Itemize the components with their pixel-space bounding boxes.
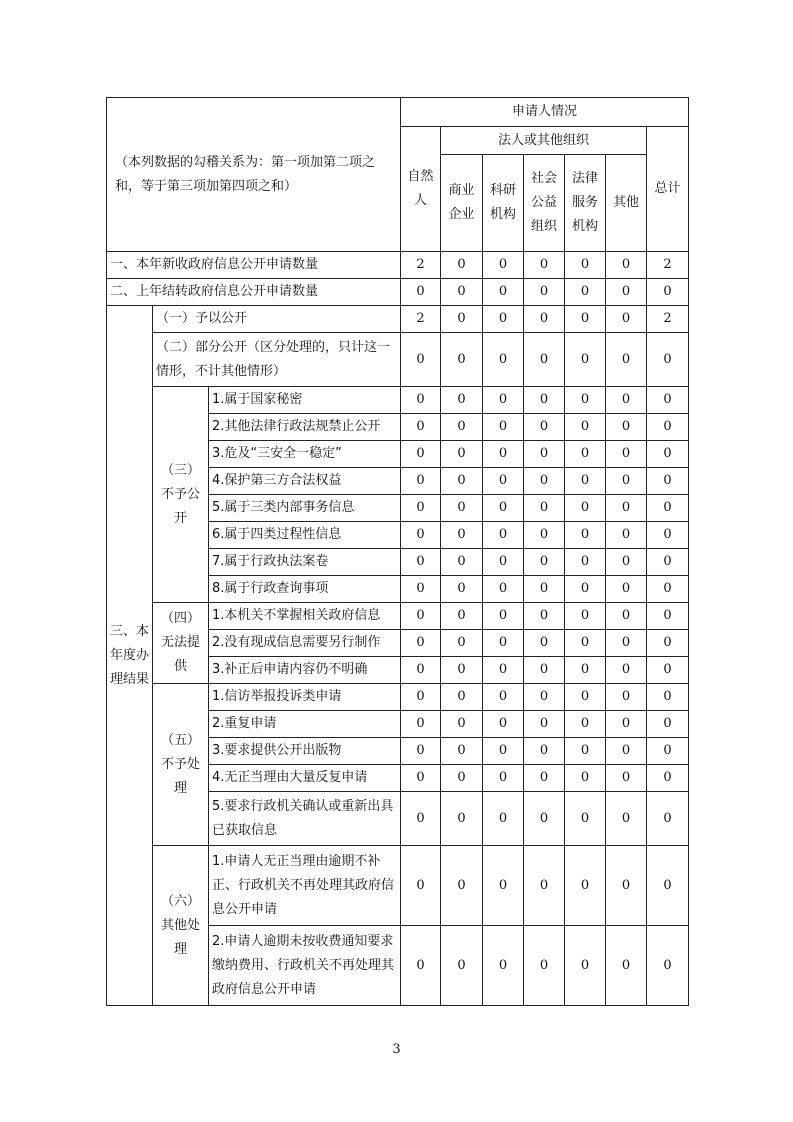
value-cell: 0: [401, 792, 441, 846]
value-cell: 0: [483, 657, 524, 684]
value-cell: 0: [565, 603, 606, 630]
value-cell: 0: [483, 414, 524, 441]
value-cell: 0: [441, 657, 483, 684]
value-cell: 0: [606, 387, 647, 414]
value-cell: 0: [483, 684, 524, 711]
value-cell: 0: [565, 576, 606, 603]
value-cell: 0: [524, 441, 565, 468]
value-cell: 0: [647, 522, 689, 549]
value-cell: 0: [565, 279, 606, 306]
item-label: 2.申请人逾期未按收费通知要求缴纳费用、行政机关不再处理其政府信息公开申请: [209, 926, 401, 1006]
value-cell: 0: [524, 846, 565, 926]
value-cell: 0: [483, 468, 524, 495]
value-cell: 0: [441, 387, 483, 414]
value-cell: 0: [483, 711, 524, 738]
value-cell: 0: [647, 738, 689, 765]
value-cell: 0: [606, 684, 647, 711]
value-cell: 0: [606, 711, 647, 738]
value-cell: 0: [524, 522, 565, 549]
value-cell: 2: [401, 306, 441, 333]
item-label: 4.保护第三方合法权益: [209, 468, 401, 495]
table-row: [107, 252, 689, 279]
value-cell: 0: [524, 468, 565, 495]
value-cell: 0: [565, 441, 606, 468]
value-cell: 0: [483, 630, 524, 657]
item-label: 6.属于四类过程性信息: [209, 522, 401, 549]
page-number: 3: [392, 1042, 401, 1057]
value-cell: 0: [565, 252, 606, 279]
table-row: [107, 333, 689, 387]
value-cell: 0: [647, 333, 689, 387]
value-cell: 0: [441, 926, 483, 1006]
table-row: [107, 306, 689, 333]
value-cell: 0: [565, 387, 606, 414]
value-cell: 0: [401, 630, 441, 657]
value-cell: 0: [401, 738, 441, 765]
item-label: 7.属于行政执法案卷: [209, 549, 401, 576]
value-cell: 0: [441, 765, 483, 792]
value-cell: 0: [401, 657, 441, 684]
value-cell: 0: [524, 603, 565, 630]
value-cell: 0: [483, 549, 524, 576]
value-cell: 0: [441, 711, 483, 738]
header-other: 其他: [606, 155, 647, 252]
value-cell: 0: [524, 765, 565, 792]
value-cell: 0: [565, 630, 606, 657]
value-cell: 0: [606, 549, 647, 576]
value-cell: 0: [524, 306, 565, 333]
value-cell: 0: [647, 846, 689, 926]
header-legal-service: 法律服务机构: [565, 155, 606, 252]
value-cell: 0: [647, 414, 689, 441]
value-cell: 0: [483, 522, 524, 549]
value-cell: 0: [647, 549, 689, 576]
value-cell: 0: [483, 333, 524, 387]
value-cell: 0: [565, 306, 606, 333]
value-cell: 0: [565, 495, 606, 522]
item-label: 8.属于行政查询事项: [209, 576, 401, 603]
value-cell: 0: [441, 333, 483, 387]
value-cell: 0: [647, 792, 689, 846]
value-cell: 0: [565, 522, 606, 549]
item-label: 1.申请人无正当理由逾期不补正、行政机关不再处理其政府信息公开申请: [209, 846, 401, 926]
row-label: 二、上年结转政府信息公开申请数量: [107, 279, 401, 306]
value-cell: 0: [441, 252, 483, 279]
value-cell: 0: [441, 792, 483, 846]
value-cell: 0: [483, 306, 524, 333]
header-applicant: 申请人情况: [401, 98, 689, 127]
value-cell: 0: [524, 495, 565, 522]
value-cell: 0: [606, 738, 647, 765]
header-research: 科研机构: [483, 155, 524, 252]
header-social-welfare: 社会公益组织: [524, 155, 565, 252]
value-cell: 0: [565, 333, 606, 387]
value-cell: 0: [647, 387, 689, 414]
value-cell: 0: [606, 333, 647, 387]
value-cell: 0: [441, 441, 483, 468]
value-cell: 0: [483, 926, 524, 1006]
value-cell: 0: [606, 657, 647, 684]
header-legal-entity: 法人或其他组织: [441, 127, 647, 155]
section-label: 三、本年度办理结果: [107, 306, 153, 1006]
value-cell: 0: [647, 630, 689, 657]
value-cell: 0: [606, 468, 647, 495]
value-cell: 0: [647, 765, 689, 792]
value-cell: 0: [483, 765, 524, 792]
value-cell: 0: [524, 926, 565, 1006]
value-cell: 0: [524, 738, 565, 765]
value-cell: 0: [483, 603, 524, 630]
value-cell: 2: [647, 252, 689, 279]
value-cell: 0: [524, 657, 565, 684]
item-label: 1.信访举报投诉类申请: [209, 684, 401, 711]
value-cell: 0: [524, 630, 565, 657]
value-cell: 0: [441, 576, 483, 603]
value-cell: 0: [606, 279, 647, 306]
table-row: [107, 603, 689, 630]
table-row: [107, 846, 689, 926]
value-cell: 0: [524, 252, 565, 279]
value-cell: 0: [606, 441, 647, 468]
value-cell: 0: [606, 792, 647, 846]
item-label: 2.其他法律行政法规禁止公开: [209, 414, 401, 441]
value-cell: 0: [606, 765, 647, 792]
value-cell: 0: [483, 279, 524, 306]
value-cell: 0: [524, 333, 565, 387]
value-cell: 0: [565, 738, 606, 765]
group-label: （二）部分公开（区分处理的，只计这一情形，不计其他情形）: [153, 333, 401, 387]
value-cell: 2: [647, 306, 689, 333]
value-cell: 0: [401, 522, 441, 549]
value-cell: 0: [441, 549, 483, 576]
value-cell: 0: [524, 414, 565, 441]
value-cell: 0: [401, 414, 441, 441]
value-cell: 2: [401, 252, 441, 279]
value-cell: 0: [483, 792, 524, 846]
value-cell: 0: [524, 576, 565, 603]
value-cell: 0: [647, 468, 689, 495]
value-cell: 0: [441, 738, 483, 765]
value-cell: 0: [524, 549, 565, 576]
value-cell: 0: [524, 387, 565, 414]
value-cell: 0: [483, 495, 524, 522]
value-cell: 0: [606, 522, 647, 549]
value-cell: 0: [401, 495, 441, 522]
value-cell: 0: [483, 387, 524, 414]
value-cell: 0: [441, 468, 483, 495]
value-cell: 0: [565, 765, 606, 792]
item-label: 3.补正后申请内容仍不明确: [209, 657, 401, 684]
value-cell: 0: [483, 576, 524, 603]
header-natural-person: 自然人: [401, 127, 441, 252]
value-cell: 0: [647, 441, 689, 468]
value-cell: 0: [606, 495, 647, 522]
group-label: （五）不予处理: [153, 684, 209, 846]
row-label: 一、本年新收政府信息公开申请数量: [107, 252, 401, 279]
item-label: 2.没有现成信息需要另行制作: [209, 630, 401, 657]
statistics-table: [106, 97, 689, 1006]
value-cell: 0: [441, 414, 483, 441]
value-cell: 0: [565, 414, 606, 441]
value-cell: 0: [565, 549, 606, 576]
value-cell: 0: [565, 926, 606, 1006]
value-cell: 0: [401, 846, 441, 926]
value-cell: 0: [441, 306, 483, 333]
value-cell: 0: [401, 576, 441, 603]
item-label: 5.要求行政机关确认或重新出具已获取信息: [209, 792, 401, 846]
value-cell: 0: [565, 846, 606, 926]
value-cell: 0: [606, 603, 647, 630]
value-cell: 0: [647, 657, 689, 684]
value-cell: 0: [565, 684, 606, 711]
value-cell: 0: [647, 279, 689, 306]
value-cell: 0: [606, 630, 647, 657]
value-cell: 0: [401, 603, 441, 630]
value-cell: 0: [606, 252, 647, 279]
item-label: 5.属于三类内部事务信息: [209, 495, 401, 522]
value-cell: 0: [401, 441, 441, 468]
header-commercial: 商业企业: [441, 155, 483, 252]
header-total: 总计: [647, 127, 689, 252]
value-cell: 0: [483, 441, 524, 468]
item-label: 1.本机关不掌握相关政府信息: [209, 603, 401, 630]
value-cell: 0: [401, 549, 441, 576]
value-cell: 0: [524, 279, 565, 306]
table-row: [107, 387, 689, 414]
value-cell: 0: [441, 279, 483, 306]
value-cell: 0: [647, 684, 689, 711]
value-cell: 0: [401, 765, 441, 792]
item-label: 3.危及“三安全一稳定”: [209, 441, 401, 468]
value-cell: 0: [647, 711, 689, 738]
value-cell: 0: [606, 846, 647, 926]
value-cell: 0: [401, 711, 441, 738]
value-cell: 0: [565, 657, 606, 684]
group-label: （六）其他处理: [153, 846, 209, 1006]
value-cell: 0: [524, 792, 565, 846]
value-cell: 0: [606, 576, 647, 603]
value-cell: 0: [441, 630, 483, 657]
value-cell: 0: [565, 792, 606, 846]
group-label: （一）予以公开: [153, 306, 401, 333]
value-cell: 0: [441, 603, 483, 630]
value-cell: 0: [441, 846, 483, 926]
value-cell: 0: [401, 926, 441, 1006]
value-cell: 0: [606, 306, 647, 333]
value-cell: 0: [441, 684, 483, 711]
value-cell: 0: [483, 738, 524, 765]
value-cell: 0: [647, 926, 689, 1006]
value-cell: 0: [401, 333, 441, 387]
item-label: 3.要求提供公开出版物: [209, 738, 401, 765]
value-cell: 0: [606, 926, 647, 1006]
group-label: （四）无法提供: [153, 603, 209, 684]
value-cell: 0: [524, 711, 565, 738]
value-cell: 0: [441, 522, 483, 549]
value-cell: 0: [647, 603, 689, 630]
table-row: [107, 279, 689, 306]
value-cell: 0: [401, 684, 441, 711]
value-cell: 0: [524, 684, 565, 711]
table-row: [107, 684, 689, 711]
value-cell: 0: [401, 468, 441, 495]
value-cell: 0: [401, 387, 441, 414]
value-cell: 0: [483, 846, 524, 926]
value-cell: 0: [606, 414, 647, 441]
value-cell: 0: [401, 279, 441, 306]
group-label: （三）不予公开: [153, 387, 209, 603]
value-cell: 0: [647, 495, 689, 522]
item-label: 4.无正当理由大量反复申请: [209, 765, 401, 792]
item-label: 1.属于国家秘密: [209, 387, 401, 414]
value-cell: 0: [647, 576, 689, 603]
value-cell: 0: [441, 495, 483, 522]
value-cell: 0: [483, 252, 524, 279]
value-cell: 0: [565, 468, 606, 495]
value-cell: 0: [565, 711, 606, 738]
header-note: （本列数据的勾稽关系为：第一项加第二项之和，等于第三项加第四项之和）: [107, 98, 401, 252]
item-label: 2.重复申请: [209, 711, 401, 738]
